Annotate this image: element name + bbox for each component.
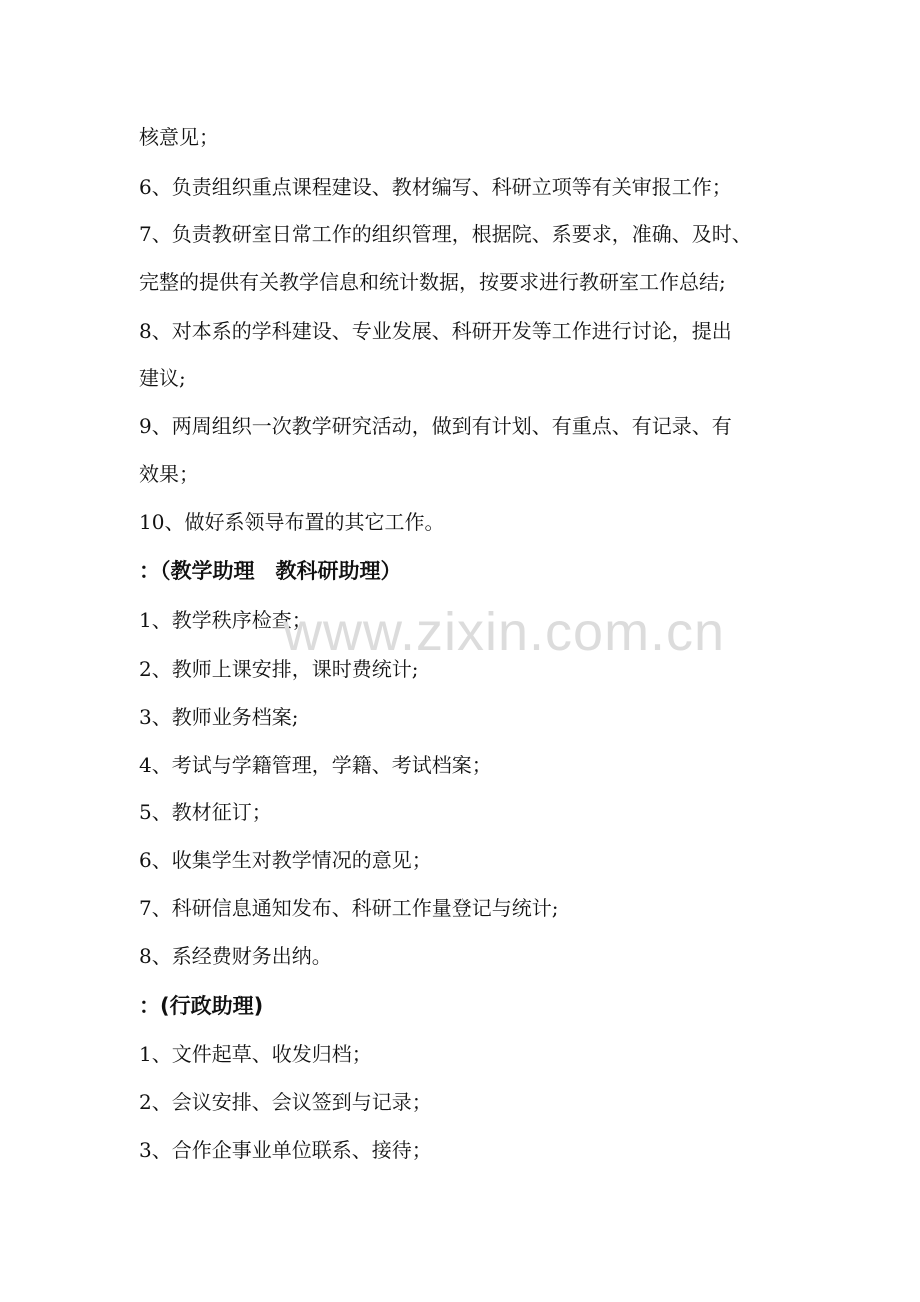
paragraph-line: 9、两周组织一次教学研究活动，做到有计划、有重点、有记录、有: [139, 414, 732, 438]
paragraph-line: 效果；: [139, 462, 199, 486]
paragraph-line: 8、对本系的学科建设、专业发展、科研开发等工作进行讨论，提出: [139, 319, 732, 343]
paragraph-line: 7、负责教研室日常工作的组织管理，根据院、系要求，准确、及时、: [139, 222, 752, 246]
paragraph-line: 建议;: [139, 366, 186, 390]
list-item: 4、考试与学籍管理，学籍、考试档案；: [139, 753, 492, 777]
list-item: 6、收集学生对教学情况的意见；: [139, 848, 432, 872]
paragraph-line: 10、做好系领导布置的其它工作。: [139, 510, 445, 534]
list-item: 8、系经费财务出纳。: [139, 944, 332, 968]
paragraph-line: 6、负责组织重点课程建设、教材编写、科研立项等有关审报工作；: [139, 175, 732, 199]
paragraph-line: 完整的提供有关教学信息和统计数据，按要求进行教研室工作总结;: [139, 270, 726, 294]
section-heading-teaching-assistant: ：（教学助理 教科研助理）: [139, 559, 402, 583]
list-item: 2、会议安排、会议签到与记录；: [139, 1090, 432, 1114]
list-item: 1、教学秩序检查；: [139, 608, 312, 632]
list-item: 3、教师业务档案;: [139, 705, 299, 729]
list-item: 7、科研信息通知发布、科研工作量登记与统计;: [139, 896, 559, 920]
section-heading-admin-assistant: ：(行政助理): [139, 994, 264, 1018]
list-item: 3、合作企事业单位联系、接待；: [139, 1138, 432, 1162]
watermark: www.zixin.com.cn: [283, 602, 726, 662]
list-item: 5、教材征订；: [139, 800, 272, 824]
list-item: 2、教师上课安排，课时费统计;: [139, 657, 419, 681]
list-item: 1、文件起草、收发归档；: [139, 1042, 372, 1066]
paragraph-line: 核意见；: [139, 125, 219, 149]
